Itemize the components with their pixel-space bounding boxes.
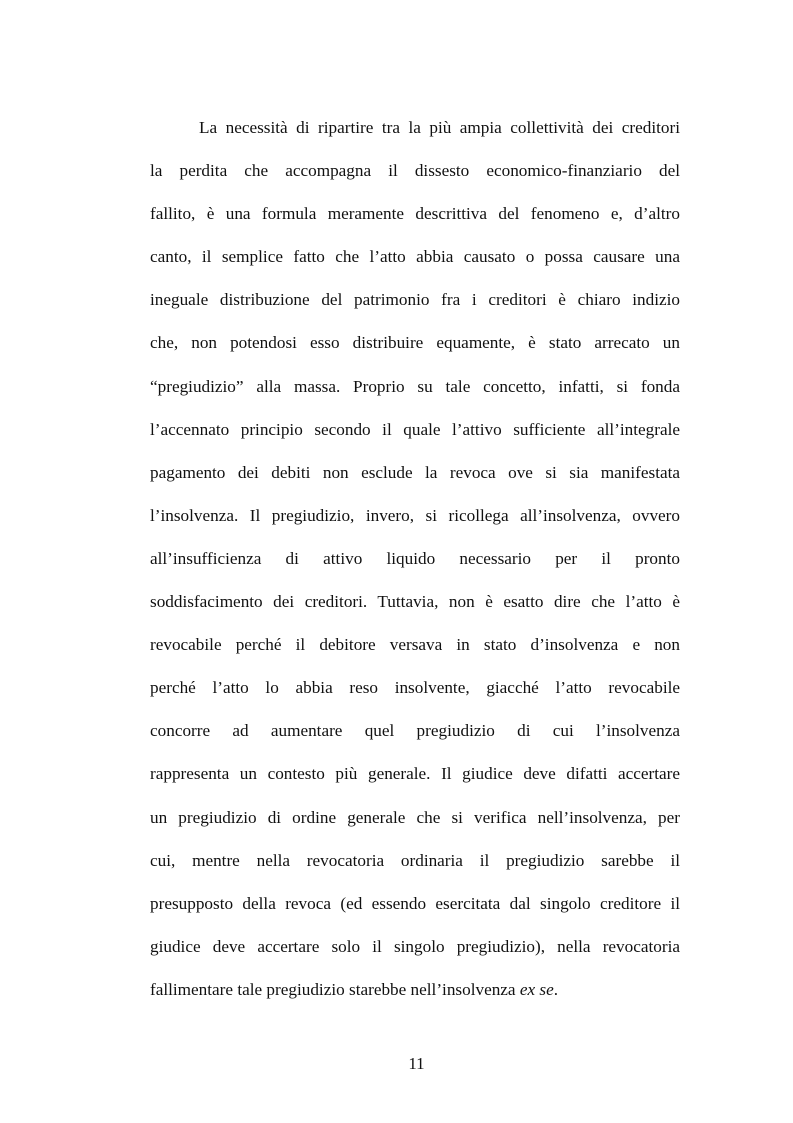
body-paragraph	[150, 106, 680, 1011]
last-line-text: fallimentare tale pregiudizio starebbe nell’insolvenza	[150, 979, 520, 999]
last-line-period: .	[553, 979, 559, 999]
paragraph-line: un pregiudizio di ordine generale che si verifica nell’insolvenza, per	[150, 807, 680, 827]
latin-phrase: ex se	[519, 979, 554, 999]
paragraph-line: revocabile perché il debitore versava in stato d’insolvenza e non	[150, 635, 680, 655]
paragraph-line: l’accennato principio secondo il quale l’attivo sufficiente all’integrale	[150, 419, 680, 439]
paragraph-line: pagamento dei debiti non esclude la revoca ove si sia manifestata	[150, 462, 680, 482]
paragraph-line: La necessità di ripartire tra la più ampia collettività dei creditori	[199, 118, 680, 137]
paragraph-last-line	[150, 968, 680, 1011]
paragraph-line: soddisfacimento dei creditori. Tuttavia, non è esatto dire che l’atto è	[150, 592, 680, 612]
paragraph-line: all’insufficienza di attivo liquido necessario per il pronto	[150, 548, 680, 568]
paragraph-line: presupposto della revoca (ed essendo esercitata dal singolo creditore il	[150, 893, 680, 913]
paragraph-line: fallito, è una formula meramente descrittiva del fenomeno e, d’altro	[150, 204, 680, 224]
page-number: 11	[408, 1054, 425, 1073]
paragraph-line: che, non potendosi esso distribuire equamente, è stato arrecato un	[150, 333, 680, 353]
paragraph-line: giudice deve accertare solo il singolo pregiudizio), nella revocatoria	[150, 936, 680, 956]
paragraph-line: “pregiudizio” alla massa. Proprio su tale concetto, infatti, si fonda	[150, 376, 680, 396]
paragraph-line: canto, il semplice fatto che l’atto abbia causato o possa causare una	[150, 247, 680, 267]
paragraph-line: perché l’atto lo abbia reso insolvente, giacché l’atto revocabile	[150, 678, 680, 698]
paragraph-line: cui, mentre nella revocatoria ordinaria il pregiudizio sarebbe il	[150, 850, 680, 870]
paragraph-line: l’insolvenza. Il pregiudizio, invero, si ricollega all’insolvenza, ovvero	[150, 505, 680, 525]
paragraph-line: rappresenta un contesto più generale. Il giudice deve difatti accertare	[150, 764, 680, 784]
paragraph-line: ineguale distribuzione del patrimonio fra i creditori è chiaro indizio	[150, 290, 680, 310]
paragraph-line: concorre ad aumentare quel pregiudizio di cui l’insolvenza	[150, 721, 680, 741]
paragraph-line: la perdita che accompagna il dissesto economico-finanziario del	[150, 161, 680, 181]
